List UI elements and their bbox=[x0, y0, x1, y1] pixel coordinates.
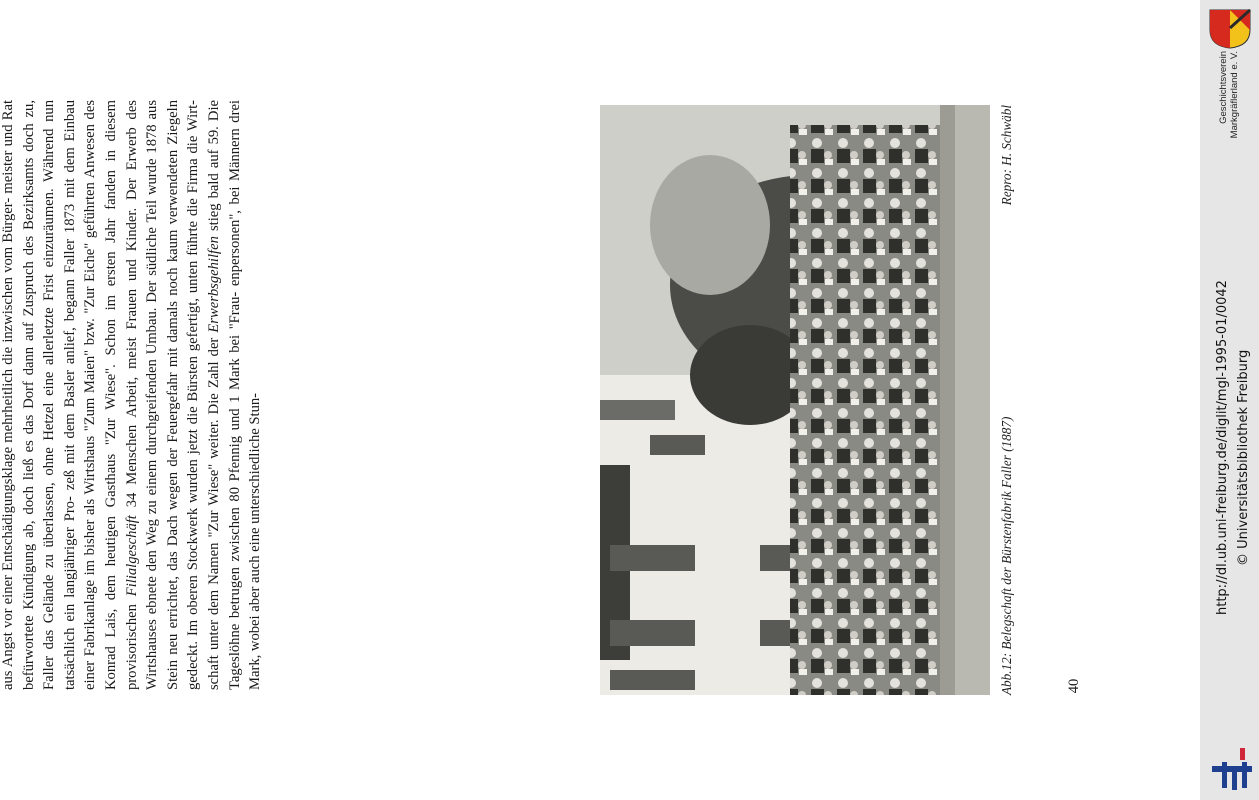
verein-line-2: Markgräflerland e. V. bbox=[1229, 51, 1240, 139]
figure-caption bbox=[999, 105, 1021, 695]
group-photo bbox=[600, 105, 990, 695]
caption-text: Abb.12: Belegschaft der Bürstenfabrik Faller (1887) bbox=[999, 416, 1014, 695]
page-number: 40 bbox=[1066, 678, 1082, 694]
source-url[interactable]: http://dl.ub.uni-freiburg.de/diglit/mgl-1995-01/0042 bbox=[1215, 280, 1230, 615]
body-text bbox=[0, 100, 335, 690]
copyright-notice: © Universitätsbibliothek Freiburg bbox=[1236, 349, 1251, 566]
photo-credit: Repro: H. Schwäbl bbox=[999, 105, 1014, 206]
verein-label bbox=[1218, 51, 1248, 191]
verein-line-1: Geschichtsverein bbox=[1218, 51, 1229, 124]
ub-logo-icon bbox=[1210, 748, 1254, 790]
crest-icon bbox=[1206, 6, 1254, 50]
group-photo-image bbox=[600, 105, 990, 695]
text-paragraph: aus Angst vor einer Entschädigungsklage mehrheitlich die inzwischen vom Bürger- meister und Rat befürwortete Kündigung ab, doch ließ es das Dorf dann auf Zuspruch des Bezirksamts doch zu, Faller das Gelände zu überlassen, ohne Hetzel eine allerletzte Frist einzuräumen. Während nun tatsächlich ein langjähriger Pro- zeß mit dem Basler anlief, begann Faller 1873 mit dem Einbau einer Fabrikanlage im bisher als Wirtshaus "Zum Maien" bzw. "Zur Eiche" geführten Anwesen des Konrad Lais, dem heutigen Gasthaus "Zur Wiese". Schon im ersten Jahr fanden in diesem provisorischen Filialgeschäft 34 Menschen Arbeit, meist Frauen und Kinder. Der Erwerb des Wirtshauses ebnete den Weg zu einem durchgreifenden Umbau. Der südliche Teil wurde 1878 aus Stein neu errichtet, das Dach wegen der Feuergefahr mit damals noch kaum verwendeten Ziegeln gedeckt. Im oberen Stockwerk wurden jetzt die Bürsten gefertigt, unten führte die Firma die Wirt- schaft unter dem Namen "Zur Wiese" weiter. Die Zahl der Erwerbsgehilfen stieg bald auf 59. Die Tageslöhne betrugen zwischen 80 Pfennig und 1 Mark bei "Frau- enpersonen", bei Männern drei Mark, wobei aber auch eine unterschiedliche Stun- bbox=[0, 99, 264, 690]
